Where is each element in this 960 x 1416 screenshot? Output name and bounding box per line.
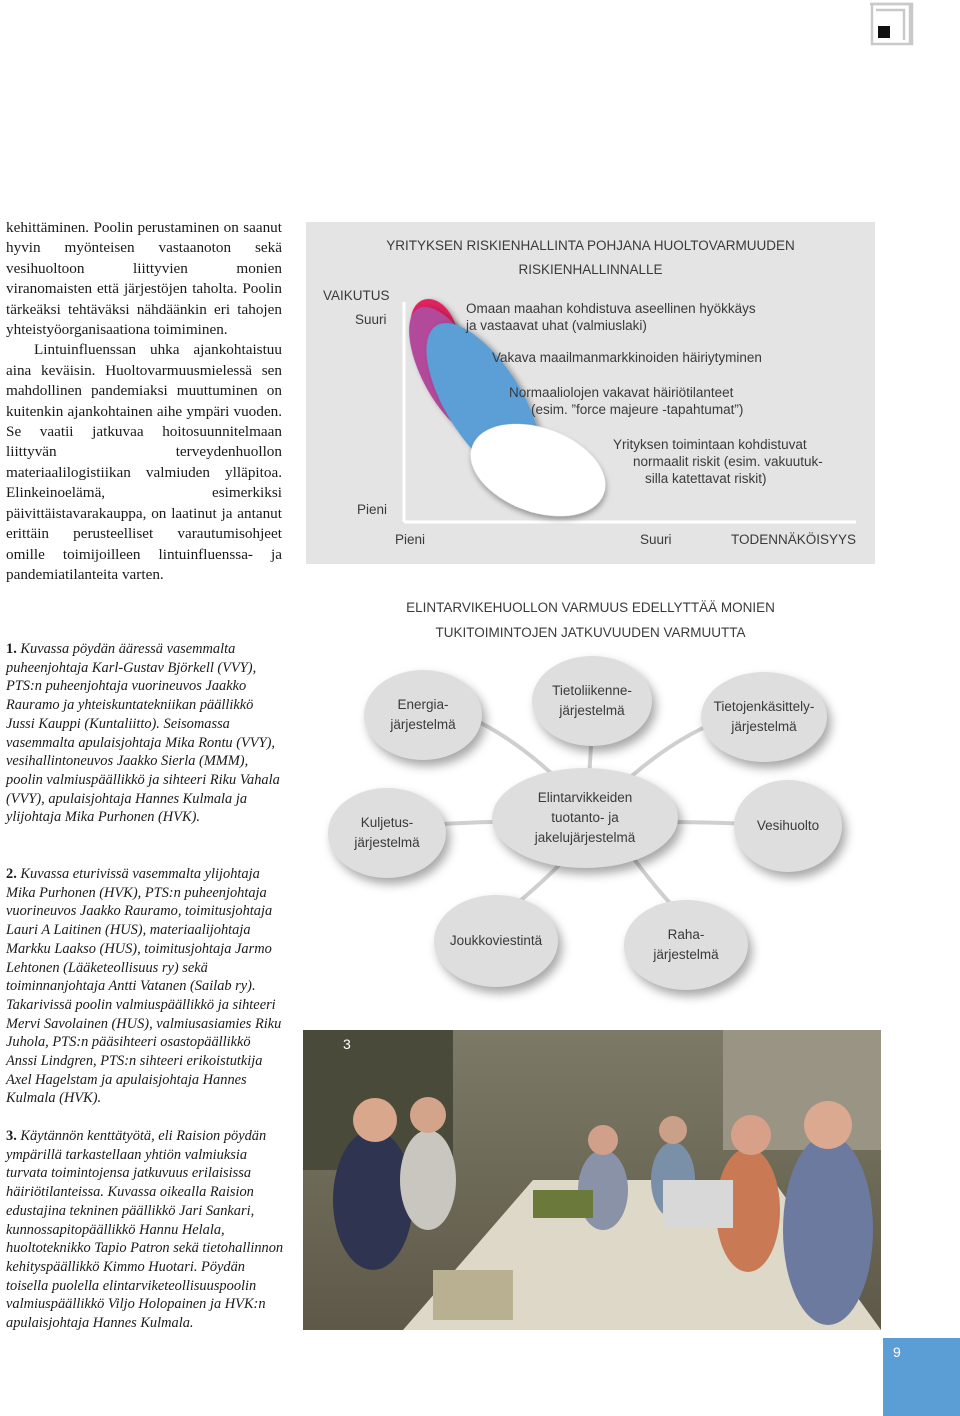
- food-supply-dependency-diagram: [306, 590, 875, 1010]
- node-finance: Raha- järjestelmä: [624, 900, 748, 990]
- y-axis-label: VAIKUTUS: [323, 288, 390, 303]
- caption-text: Kuvassa pöydän ääressä vasemmalta puheenjohtaja Karl-Gustav Björkell (VVY), PTS:n puheenjohtaja vuorineuvos Jaakko Rauramo ja yhteiskuntatekniikan päällikkö Jussi Kauppi (Kuntaliitto). Seisomassa vasemmalta apulaisjohtaja Mika Rontu (VVY), vesihallintoneuvos Jaakko Sierla (MMM), poolin valmiuspäällikkö ja sihteeri Riku Vahala (VVY), apulaisjohtaja Hannes Kulmala ja ylijohtaja Mika Purhonen (HVK).: [6, 641, 280, 826]
- y-axis-low-label: Pieni: [357, 502, 388, 517]
- page-number-box: [883, 1338, 960, 1416]
- photo-caption-2: [6, 865, 284, 1108]
- caption-number: 3.: [6, 1128, 17, 1144]
- y-axis-high-label: Suuri: [355, 312, 387, 327]
- risk-level-1-label: Omaan maahan kohdistuva aseellinen hyökkäys ja vastaavat uhat (valmiuslaki): [466, 301, 756, 333]
- node-water-supply: Vesihuolto: [734, 780, 842, 872]
- caption-number: 1.: [6, 641, 17, 657]
- page-number: 9: [893, 1344, 901, 1360]
- body-paragraph: kehittäminen. Poolin perustaminen on saanut hyvin myönteisen vastaanoton sekä vesihuoltoon liittyvien monien viranomaisten että järjestöjen taholta. Poolin tärkeäksi tehtäväksi nähdäänkin eri tahojen yhteistyöorganisaationa toimiminen.: [6, 219, 282, 339]
- node-energy: Energia- järjestelmä: [364, 670, 482, 760]
- risk-level-4-label: Yrityksen toimintaan kohdistuvat normaalit riskit (esim. vakuutuk- silla katettavat riskit): [613, 437, 823, 486]
- x-axis-high-label: Suuri: [640, 532, 672, 547]
- publisher-logo-icon: [866, 0, 916, 48]
- caption-text: Käytännön kenttätyötä, eli Raision pöydän ympärillä tarkastellaan yhtiön valmiuksia turvata toimintojensa jatkuvuus erilaisissa häiriötilanteissa. Kuvassa oikealla Raision edustajina tekninen päällikkö Jari Sankari, kunnossapitopäällikkö Hannu Helala, huoltoteknikko Tapio Patron sekä tietohallinnon kehityspäällikkö Kimmo Huotari. Pöydän toisella puolella elintarviketeollisuuspoolin valmiuspäällikkö Viljo Holopainen ja HVK:n apulaisjohtaja Hannes Kulmala.: [6, 1128, 284, 1332]
- node-telecom: Tietoliikenne- järjestelmä: [532, 656, 652, 746]
- body-text: [6, 218, 282, 585]
- diagram-title-line2: TUKITOIMINTOJEN JATKUVUUDEN VARMUUTTA: [435, 625, 746, 640]
- node-mass-media: Joukkoviestintä: [434, 895, 558, 987]
- caption-number: 2.: [6, 866, 17, 882]
- x-axis-low-label: Pieni: [395, 532, 426, 547]
- node-transport: Kuljetus- järjestelmä: [328, 788, 446, 878]
- node-it: Tietojenkäsittely- järjestelmä: [701, 672, 827, 762]
- photo-caption-3: [6, 1127, 284, 1333]
- photo-caption-1: [6, 640, 284, 827]
- risk-level-3-label: Normaaliolojen vakavat häiriötilanteet (esim. ”force majeure -tapahtumat”): [509, 385, 744, 417]
- risk-level-2-label: Vakava maailmanmarkkinoiden häiriytyminen: [492, 350, 762, 365]
- body-paragraph: Lintuinfluenssan uhka ajankohtaistuu aina keväisin. Huoltovarmuusmielessä sen mahdollinen pandemiaksi muuttuminen on kuitenkin ajankohtainen aihe ympäri vuoden. Se vaatii jatkuvaa hoitosuunnitelmaan liittyvän terveydenhuollon materiaalilogistiikan valmiuden ylläpitoa. Elinkeinoelämä, esimerkiksi päivittäistavarakauppa, on laatinut ja antanut erittäin perusteelliset varautumisohjeet omille toimijoilleen lintuinfluenssa- ja pandemiatilanteita varten.: [6, 341, 282, 583]
- meeting-photo-image: [303, 1030, 881, 1330]
- risk-management-diagram: [306, 222, 875, 564]
- photo-number: 3: [343, 1036, 351, 1052]
- diagram-title-line1: ELINTARVIKEHUOLLON VARMUUS EDELLYTTÄÄ MONIEN: [406, 600, 775, 615]
- meeting-photo: [303, 1030, 881, 1330]
- x-axis-label: TODENNÄKÖISYYS: [731, 532, 857, 547]
- diagram-title-line1: YRITYKSEN RISKIENHALLINTA POHJANA HUOLTOVARMUUDEN: [386, 238, 795, 253]
- caption-text: Kuvassa eturivissä vasemmalta ylijohtaja Mika Purhonen (HVK), PTS:n puheenjohtaja vuorineuvos Jaakko Rauramo, toimitusjohtaja Lauri A Laitinen (HUS), materiaalijohtaja Markku Laakso (HUS), toimitusjohtaja Jarmo Lehtonen (Lääketeollisuus ry) sekä toiminnanjohtaja Antti Vatanen (Sailab ry). Takarivissä poolin valmiuspäällikkö ja sihteeri Mervi Savolainen (HUS), valmiusasiamies Riku Juhola, PTS:n pääsihteeri osastopäällikkö Anssi Lindgren, PTS:n sihteeri erikoistutkija Axel Hagelstam ja apulaisjohtaja Hannes Kulmala (HVK).: [6, 866, 282, 1107]
- node-food-supply-center: Elintarvikkeiden tuotanto- ja jakelujärjestelmä: [492, 768, 678, 868]
- diagram-title-line2: RISKIENHALLINNALLE: [518, 262, 663, 277]
